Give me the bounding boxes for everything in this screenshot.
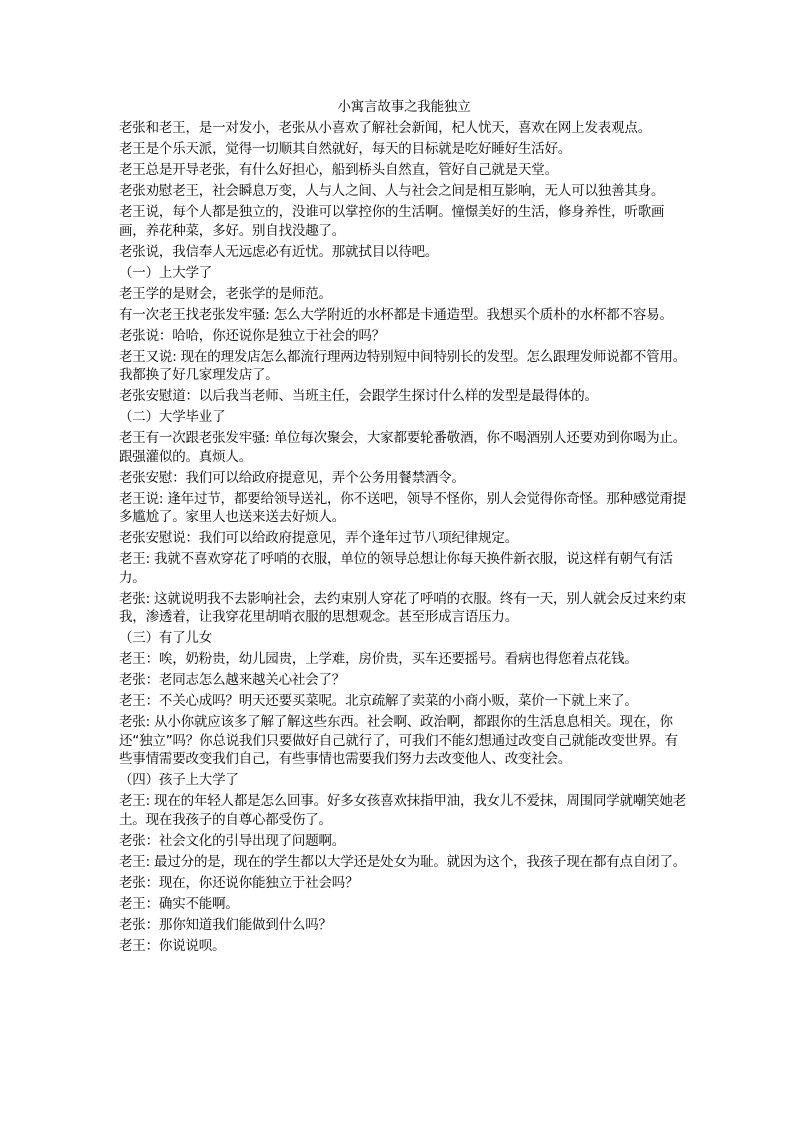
paragraph: 老王：不关心成吗？明天还要买菜呢。北京疏解了卖菜的小商小贩，菜价一下就上来了。 (119, 693, 638, 709)
paragraph: 有一次老王找老张发牢骚: 怎么大学附近的水杯都是卡通造型。我想买个质朴的水杯都不容易。 (119, 306, 673, 323)
paragraph: 老王总是开导老张，有什么好担心，船到桥头自然直，管好自己就是天堂。 (119, 162, 558, 178)
document-title: 小寓言故事之我能独立 (337, 99, 471, 115)
paragraph: 老王是个乐天派，觉得一切顺其自然就好，每天的目标就是吃好睡好生活好。 (119, 141, 572, 157)
paragraph: 老王：唉，奶粉贵，幼儿园贵，上学难，房价贵，买车还要摇号。看病也得您着点花钱。 (119, 651, 638, 667)
paragraph: 老张和老王，是一对发小，老张从小喜欢了解社会新闻，杞人忧天，喜欢在网上发表观点。 (119, 120, 651, 136)
paragraph: 老张: 从小你就应该多了解了解这些东西。社会啊、政治啊，都跟你的生活息息相关。现在，你还“独立”吗？你总说我们只要做好自己就行了，可我们不能幻想通过改变自己就能改变世界。有些事情需要改变我们自己，有些事情也需要我们努力去改变他人、改变社会。 (119, 714, 678, 767)
document-body (119, 97, 689, 958)
paragraph: 老王: 我就不喜欢穿花了呼哨的衣服，单位的领导总想让你每天换件新衣服，说这样有朝气有活力。 (119, 551, 673, 586)
paragraph: 老王有一次跟老张发牢骚: 单位每次聚会，大家都要轮番敬酒，你不喝酒别人还要劝到你喝为止。跟强灌似的。真烦人。 (119, 430, 687, 465)
paragraph: 老王：你说说呗。 (119, 937, 226, 954)
paragraph: （一）上大学了 (119, 264, 213, 281)
paragraph-list (119, 119, 689, 955)
paragraph: （二）大学毕业了 (119, 409, 226, 425)
paragraph: 老张：现在，你还说你能独立于社会吗？ (119, 874, 359, 891)
paragraph: 老王: 现在的年轻人都是怎么回事。好多女孩喜欢抹指甲油，我女儿不爱抹，周围同学就嘲笑她老土。现在我孩子的自尊心都受伤了。 (119, 793, 687, 828)
paragraph: 老王：确实不能啊。 (119, 895, 239, 912)
paragraph: 老张安慰说：我们可以给政府提意见，弄个逢年过节八项纪律规定。 (119, 530, 518, 546)
paragraph: 老王说: 逢年过节，都要给领导送礼，你不送吧，领导不怪你，别人会觉得你奇怪。那种感觉甭提多尴尬了。家里人也送来送去好烦人。 (119, 490, 687, 525)
paragraph: 老张安慰：我们可以给政府提意见，弄个公务用餐禁酒令。 (119, 469, 465, 486)
paragraph: 老张劝慰老王，社会瞬息万变，人与人之间、人与社会之间是相互影响，无人可以独善其身。 (119, 183, 665, 199)
paragraph: 老王学的是财会，老张学的是师范。 (119, 285, 332, 302)
paragraph: （三）有了儿女 (119, 630, 213, 646)
paragraph: 老张: 这就说明我不去影响社会，去约束别人穿花了呼哨的衣服。终有一天，别人就会反过来约束我，渗透着，让我穿花里胡哨衣服的思想观念。甚至形成言语压力。 (119, 590, 687, 625)
paragraph: 老张：社会文化的引导出现了问题啊。 (119, 832, 346, 849)
paragraph: 老王: 最过分的是，现在的学生都以大学还是处女为耻。就因为这个，我孩子现在都有点自闭了。 (119, 853, 687, 870)
paragraph: 老张：老同志怎么越来越关心社会了？ (119, 672, 346, 688)
paragraph: 老王说，每个人都是独立的，没谁可以掌控你的生活啊。憧憬美好的生活，修身养性，听歌画画，养花种菜，多好。别自找没趣了。 (119, 204, 665, 239)
paragraph: 老张安慰道：以后我当老师、当班主任，会跟学生探讨什么样的发型是最得体的。 (119, 388, 598, 404)
paragraph: （四）孩子上大学了 (119, 772, 239, 788)
paragraph: 老王又说: 现在的理发店怎么都流行理两边特别短中间特别长的发型。怎么跟理发师说都不管用。我都换了好几家理发店了。 (119, 348, 687, 383)
paragraph: 老张说，我信奉人无远虑必有近忧。那就拭目以待吧。 (119, 243, 439, 260)
paragraph: 老张：那你知道我们能做到什么吗？ (119, 916, 332, 933)
paragraph: 老张说：哈哈，你还说你是独立于社会的吗？ (119, 327, 385, 344)
